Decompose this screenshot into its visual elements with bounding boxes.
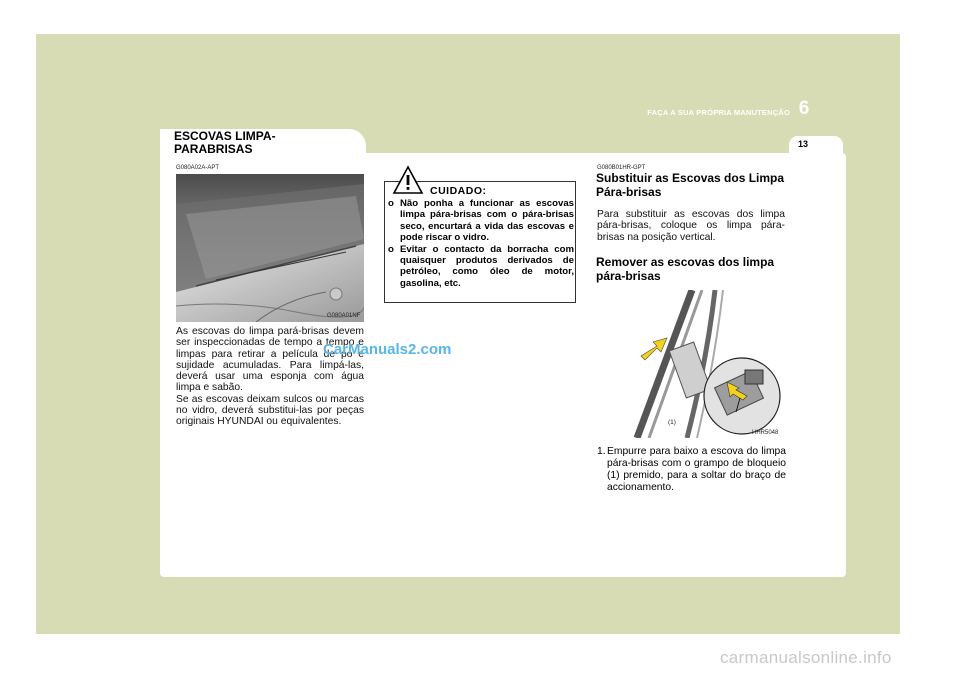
diagram-code: HHR5048	[752, 430, 779, 436]
caution-list	[388, 198, 574, 289]
step-text: Empurre para baixo a escova do limpa pára-brisas com o grampo de bloqueio (1) premido, para a soltar do braço de accionamento.	[607, 446, 786, 493]
step-item	[597, 446, 786, 494]
section-title: ESCOVAS LIMPA-PARABRISAS	[174, 129, 276, 156]
right-code: G080B01HR-GPT	[597, 165, 646, 171]
diagram-label: (1)	[668, 419, 676, 426]
bullet: o	[388, 243, 394, 255]
step-number: 1.	[597, 446, 606, 457]
paragraph: As escovas do limpa pará-brisas devem ser inspeccionadas de tempo a tempo e limpas para retirar a película de pó e sujidade acumuladas. Para limpá-las, deverá usar uma esponja com água limpa e sabão.	[176, 326, 364, 394]
windshield-photo	[176, 174, 364, 322]
caution-text: Evitar o contacto da borracha com quaisquer produtos derivados de petróleo, como óleo de motor, gasolina, etc.	[400, 243, 574, 289]
page-number: 13	[797, 139, 808, 149]
watermark-link[interactable]: CarManuals2.com	[323, 341, 452, 358]
chapter-title: FAÇA A SUA PRÓPRIA MANUTENÇÃO	[647, 108, 790, 117]
warning-icon	[393, 165, 423, 195]
section-code: G080A02A-APT	[176, 165, 220, 171]
paragraph: Se as escovas deixam sulcos ou marcas no vidro, deverá substitui-las por peças originais HYUNDAI ou equivalentes.	[176, 393, 364, 428]
right-intro: Para substituir as escovas dos limpa pára-brisas, coloque os limpa pára-brisas na posição vertical.	[597, 209, 785, 243]
step-list	[597, 446, 786, 494]
chapter-number: 6	[798, 98, 810, 119]
caution-item	[388, 198, 574, 244]
footer-watermark: carmanualsonline.info	[720, 648, 892, 667]
photo-code: G080A01NF	[327, 313, 361, 319]
caution-item	[388, 244, 574, 290]
wiper-diagram	[597, 290, 784, 438]
right-subheading: Remover as escovas dos limpa pára-brisas	[596, 255, 775, 283]
right-heading: Substituir as Escovas dos Limpa Pára-brisas	[596, 171, 785, 199]
caution-title: CUIDADO:	[430, 185, 487, 197]
caution-text: Não ponha a funcionar as escovas limpa pára-brisas com o pára-brisas seco, encurtará a vida das escovas e pode riscar o vidro.	[400, 198, 574, 244]
bullet: o	[388, 198, 394, 209]
